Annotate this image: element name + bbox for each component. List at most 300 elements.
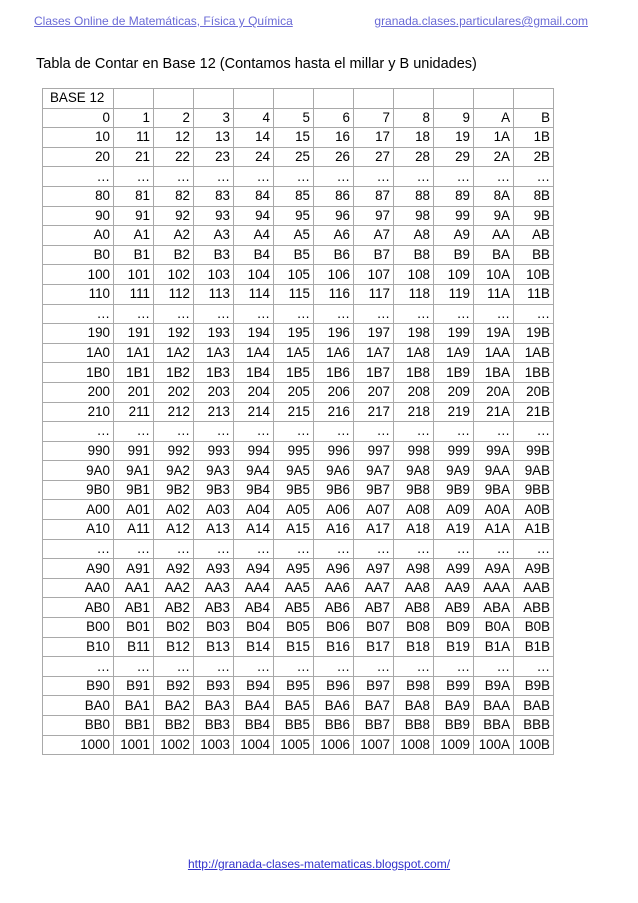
- table-cell: 1BB: [514, 363, 554, 383]
- table-cell: 104: [234, 265, 274, 285]
- table-cell: A97: [354, 559, 394, 579]
- table-cell: 0: [43, 108, 114, 128]
- table-cell: 210: [43, 402, 114, 422]
- table-cell: 92: [154, 206, 194, 226]
- table-cell: BA: [474, 245, 514, 265]
- table-cell: A92: [154, 559, 194, 579]
- table-cell: A: [474, 108, 514, 128]
- table-cell: A04: [234, 500, 274, 520]
- table-cell: 112: [154, 284, 194, 304]
- table-cell: A16: [314, 520, 354, 540]
- table-cell: …: [474, 657, 514, 677]
- table-row: [43, 226, 554, 246]
- table-cell: …: [354, 539, 394, 559]
- table-cell: …: [434, 657, 474, 677]
- table-cell: 9B2: [154, 480, 194, 500]
- table-cell: B9A: [474, 676, 514, 696]
- table-cell: 21: [114, 147, 154, 167]
- table-cell: 207: [354, 382, 394, 402]
- table-cell: 1B9: [434, 363, 474, 383]
- table-cell: …: [474, 539, 514, 559]
- table-cell: …: [314, 657, 354, 677]
- table-row: [43, 206, 554, 226]
- table-cell: …: [394, 304, 434, 324]
- table-cell: AB0: [43, 598, 114, 618]
- table-cell: 206: [314, 382, 354, 402]
- table-cell: [234, 89, 274, 109]
- table-cell: AAB: [514, 578, 554, 598]
- table-cell: A0A: [474, 500, 514, 520]
- table-cell: …: [194, 657, 234, 677]
- table-cell: 6: [314, 108, 354, 128]
- table-cell: 1002: [154, 735, 194, 755]
- table-cell: BA7: [354, 696, 394, 716]
- table-cell: B04: [234, 618, 274, 638]
- table-cell: …: [154, 422, 194, 442]
- table-cell: 11A: [474, 284, 514, 304]
- table-row: [43, 186, 554, 206]
- table-cell: A95: [274, 559, 314, 579]
- table-cell: B98: [394, 676, 434, 696]
- table-cell: [274, 89, 314, 109]
- table-cell: A6: [314, 226, 354, 246]
- table-cell: 197: [354, 324, 394, 344]
- table-cell: …: [194, 167, 234, 187]
- table-cell: A2: [154, 226, 194, 246]
- table-cell: 97: [354, 206, 394, 226]
- table-cell: A0: [43, 226, 114, 246]
- table-cell: …: [394, 167, 434, 187]
- table-cell: A01: [114, 500, 154, 520]
- table-cell: AB7: [354, 598, 394, 618]
- table-cell: 990: [43, 441, 114, 461]
- table-cell: 1A0: [43, 343, 114, 363]
- table-cell: …: [154, 167, 194, 187]
- table-cell: 1B6: [314, 363, 354, 383]
- table-row: [43, 402, 554, 422]
- table-cell: B2: [154, 245, 194, 265]
- table-cell: 26: [314, 147, 354, 167]
- table-cell: 992: [154, 441, 194, 461]
- table-cell: 10A: [474, 265, 514, 285]
- table-row: [43, 382, 554, 402]
- table-cell: 99B: [514, 441, 554, 461]
- table-cell: 201: [114, 382, 154, 402]
- table-cell: …: [394, 539, 434, 559]
- table-cell: [394, 89, 434, 109]
- table-cell: …: [114, 657, 154, 677]
- table-cell: 91: [114, 206, 154, 226]
- table-cell: 1B0: [43, 363, 114, 383]
- table-cell: A12: [154, 520, 194, 540]
- table-cell: 119: [434, 284, 474, 304]
- table-cell: 99: [434, 206, 474, 226]
- table-cell: 100B: [514, 735, 554, 755]
- table-cell: 2A: [474, 147, 514, 167]
- table-cell: 13: [194, 128, 234, 148]
- table-cell: 1006: [314, 735, 354, 755]
- table-cell: BB9: [434, 716, 474, 736]
- table-cell: B01: [114, 618, 154, 638]
- table-cell: 85: [274, 186, 314, 206]
- table-cell: …: [114, 422, 154, 442]
- table-cell: A1B: [514, 520, 554, 540]
- table-cell: 1AB: [514, 343, 554, 363]
- table-cell: …: [474, 167, 514, 187]
- table-cell: 9A: [474, 206, 514, 226]
- table-cell: BB2: [154, 716, 194, 736]
- table-cell: 196: [314, 324, 354, 344]
- table-cell: B7: [354, 245, 394, 265]
- table-cell: AB: [514, 226, 554, 246]
- table-cell: …: [514, 539, 554, 559]
- table-cell: AAA: [474, 578, 514, 598]
- base12-counting-table: [42, 88, 554, 755]
- table-cell: 87: [354, 186, 394, 206]
- table-cell: B10: [43, 637, 114, 657]
- table-cell: 215: [274, 402, 314, 422]
- table-cell: B5: [274, 245, 314, 265]
- table-row: [43, 520, 554, 540]
- table-cell: …: [194, 304, 234, 324]
- table-cell: …: [514, 304, 554, 324]
- footer-blog-link[interactable]: http://granada-clases-matematicas.blogspot.com/: [187, 857, 451, 871]
- table-cell: 101: [114, 265, 154, 285]
- table-cell: 16: [314, 128, 354, 148]
- table-row: [43, 422, 554, 442]
- table-cell: BAA: [474, 696, 514, 716]
- table-cell: 86: [314, 186, 354, 206]
- table-cell: A14: [234, 520, 274, 540]
- table-cell: B12: [154, 637, 194, 657]
- table-cell: …: [154, 539, 194, 559]
- table-cell: B93: [194, 676, 234, 696]
- table-cell: B05: [274, 618, 314, 638]
- table-cell: 993: [194, 441, 234, 461]
- table-cell: 192: [154, 324, 194, 344]
- page-title: Tabla de Contar en Base 12 (Contamos hasta el millar y B unidades): [36, 56, 477, 72]
- table-cell: A1: [114, 226, 154, 246]
- table-cell: B19: [434, 637, 474, 657]
- table-cell: B07: [354, 618, 394, 638]
- table-cell: BB1: [114, 716, 154, 736]
- table-cell: BB5: [274, 716, 314, 736]
- table-cell: …: [434, 304, 474, 324]
- table-cell: 27: [354, 147, 394, 167]
- table-cell: 117: [354, 284, 394, 304]
- table-cell: B11: [114, 637, 154, 657]
- table-cell: A94: [234, 559, 274, 579]
- table-cell: B1A: [474, 637, 514, 657]
- table-cell: 190: [43, 324, 114, 344]
- table-row: [43, 539, 554, 559]
- table-row: [43, 147, 554, 167]
- table-cell: BBA: [474, 716, 514, 736]
- table-cell: 98: [394, 206, 434, 226]
- table-cell: 24: [234, 147, 274, 167]
- table-cell: AA8: [394, 578, 434, 598]
- table-cell: 9B3: [194, 480, 234, 500]
- table-cell: 199: [434, 324, 474, 344]
- table-cell: 1BA: [474, 363, 514, 383]
- table-cell: A19: [434, 520, 474, 540]
- table-cell: BA4: [234, 696, 274, 716]
- table-cell: B6: [314, 245, 354, 265]
- table-cell: 8A: [474, 186, 514, 206]
- table-corner-label: BASE 12: [43, 89, 114, 109]
- table-cell: B13: [194, 637, 234, 657]
- table-cell: 28: [394, 147, 434, 167]
- table-cell: BB4: [234, 716, 274, 736]
- table-cell: AB9: [434, 598, 474, 618]
- table-cell: 1A: [474, 128, 514, 148]
- table-row: [43, 598, 554, 618]
- table-cell: …: [514, 167, 554, 187]
- table-cell: 9B9: [434, 480, 474, 500]
- table-cell: …: [274, 167, 314, 187]
- table-cell: 114: [234, 284, 274, 304]
- table-cell: A93: [194, 559, 234, 579]
- table-cell: …: [314, 304, 354, 324]
- table-cell: …: [234, 422, 274, 442]
- table-cell: AA9: [434, 578, 474, 598]
- table-cell: 5: [274, 108, 314, 128]
- table-cell: 82: [154, 186, 194, 206]
- table-cell: 9B4: [234, 480, 274, 500]
- table-cell: 1B3: [194, 363, 234, 383]
- table-cell: 1B8: [394, 363, 434, 383]
- table-cell: 18: [394, 128, 434, 148]
- table-cell: …: [154, 657, 194, 677]
- table-cell: 1003: [194, 735, 234, 755]
- header-email-link[interactable]: granada.clases.particulares@gmail.com: [374, 14, 588, 28]
- table-cell: 81: [114, 186, 154, 206]
- table-cell: 96: [314, 206, 354, 226]
- table-cell: AA7: [354, 578, 394, 598]
- table-cell: …: [314, 167, 354, 187]
- table-cell: 20: [43, 147, 114, 167]
- table-cell: 100A: [474, 735, 514, 755]
- table-cell: 3: [194, 108, 234, 128]
- table-row: [43, 284, 554, 304]
- table-cell: 1005: [274, 735, 314, 755]
- table-cell: [154, 89, 194, 109]
- table-cell: …: [274, 657, 314, 677]
- table-cell: B17: [354, 637, 394, 657]
- table-cell: A4: [234, 226, 274, 246]
- table-cell: BAB: [514, 696, 554, 716]
- table-cell: 12: [154, 128, 194, 148]
- table-cell: …: [194, 422, 234, 442]
- table-cell: 997: [354, 441, 394, 461]
- table-cell: 19B: [514, 324, 554, 344]
- table-row: [43, 343, 554, 363]
- table-cell: AA6: [314, 578, 354, 598]
- table-cell: 1001: [114, 735, 154, 755]
- table-cell: B3: [194, 245, 234, 265]
- table-cell: 1004: [234, 735, 274, 755]
- table-cell: 99A: [474, 441, 514, 461]
- table-cell: 193: [194, 324, 234, 344]
- table-row: [43, 716, 554, 736]
- table-cell: B09: [434, 618, 474, 638]
- table-cell: BA8: [394, 696, 434, 716]
- table-cell: AB3: [194, 598, 234, 618]
- table-cell: 10: [43, 128, 114, 148]
- table-cell: 9A2: [154, 461, 194, 481]
- table-cell: A0B: [514, 500, 554, 520]
- table-cell: 198: [394, 324, 434, 344]
- table-cell: 1A9: [434, 343, 474, 363]
- table-cell: 209: [434, 382, 474, 402]
- table-cell: 1008: [394, 735, 434, 755]
- table-cell: A03: [194, 500, 234, 520]
- table-cell: 9A4: [234, 461, 274, 481]
- table-cell: A91: [114, 559, 154, 579]
- table-cell: 9A9: [434, 461, 474, 481]
- table-cell: 100: [43, 265, 114, 285]
- table-cell: 113: [194, 284, 234, 304]
- table-cell: A9: [434, 226, 474, 246]
- table-cell: 217: [354, 402, 394, 422]
- table-cell: B1: [114, 245, 154, 265]
- table-cell: …: [394, 657, 434, 677]
- table-cell: …: [234, 167, 274, 187]
- table-cell: 212: [154, 402, 194, 422]
- table-cell: 1000: [43, 735, 114, 755]
- table-cell: …: [114, 167, 154, 187]
- table-cell: 118: [394, 284, 434, 304]
- table-cell: 194: [234, 324, 274, 344]
- table-cell: 116: [314, 284, 354, 304]
- table-cell: 9A5: [274, 461, 314, 481]
- table-cell: A99: [434, 559, 474, 579]
- table-row: [43, 167, 554, 187]
- table-cell: B: [514, 108, 554, 128]
- table-cell: 9A6: [314, 461, 354, 481]
- table-row: [43, 696, 554, 716]
- table-cell: B0A: [474, 618, 514, 638]
- table-cell: 107: [354, 265, 394, 285]
- table-cell: A96: [314, 559, 354, 579]
- table-cell: …: [314, 539, 354, 559]
- table-row: [43, 245, 554, 265]
- table-cell: 208: [394, 382, 434, 402]
- table-cell: …: [314, 422, 354, 442]
- table-cell: B18: [394, 637, 434, 657]
- table-row: [43, 676, 554, 696]
- table-cell: 94: [234, 206, 274, 226]
- table-cell: 106: [314, 265, 354, 285]
- table-cell: 9B: [514, 206, 554, 226]
- table-cell: …: [43, 167, 114, 187]
- table-cell: 9A8: [394, 461, 434, 481]
- table-cell: …: [194, 539, 234, 559]
- table-cell: …: [154, 304, 194, 324]
- table-cell: …: [434, 539, 474, 559]
- table-cell: …: [43, 304, 114, 324]
- table-cell: 216: [314, 402, 354, 422]
- table-cell: 1009: [434, 735, 474, 755]
- table-cell: …: [514, 657, 554, 677]
- table-cell: 1A3: [194, 343, 234, 363]
- table-cell: 111: [114, 284, 154, 304]
- table-row: [43, 108, 554, 128]
- table-cell: ABB: [514, 598, 554, 618]
- table-cell: …: [43, 422, 114, 442]
- table-cell: …: [354, 657, 394, 677]
- table-cell: …: [234, 657, 274, 677]
- table-cell: 19: [434, 128, 474, 148]
- table-cell: 23: [194, 147, 234, 167]
- table-cell: 80: [43, 186, 114, 206]
- table-cell: 9B8: [394, 480, 434, 500]
- table-cell: 9A0: [43, 461, 114, 481]
- table-cell: A13: [194, 520, 234, 540]
- table-cell: B90: [43, 676, 114, 696]
- table-cell: 88: [394, 186, 434, 206]
- table-cell: 9B1: [114, 480, 154, 500]
- table-cell: 994: [234, 441, 274, 461]
- table-cell: B1B: [514, 637, 554, 657]
- table-cell: 9A3: [194, 461, 234, 481]
- table-cell: 10B: [514, 265, 554, 285]
- table-cell: 8B: [514, 186, 554, 206]
- table-cell: 1A8: [394, 343, 434, 363]
- table-cell: 22: [154, 147, 194, 167]
- table-cell: BA6: [314, 696, 354, 716]
- table-row: [43, 304, 554, 324]
- table-cell: 996: [314, 441, 354, 461]
- table-cell: 9B6: [314, 480, 354, 500]
- table-cell: …: [43, 539, 114, 559]
- table-cell: 219: [434, 402, 474, 422]
- table-cell: …: [274, 422, 314, 442]
- table-row: [43, 324, 554, 344]
- table-cell: AA2: [154, 578, 194, 598]
- table-cell: B15: [274, 637, 314, 657]
- table-cell: A8: [394, 226, 434, 246]
- table-cell: 109: [434, 265, 474, 285]
- table-cell: BA0: [43, 696, 114, 716]
- table-cell: 11B: [514, 284, 554, 304]
- table-cell: 8: [394, 108, 434, 128]
- table-cell: 1B4: [234, 363, 274, 383]
- table-cell: 93: [194, 206, 234, 226]
- table-cell: 29: [434, 147, 474, 167]
- table-cell: 83: [194, 186, 234, 206]
- table-header-row: [43, 89, 554, 109]
- table-cell: 995: [274, 441, 314, 461]
- table-cell: 2B: [514, 147, 554, 167]
- table-cell: …: [474, 304, 514, 324]
- table-cell: 102: [154, 265, 194, 285]
- table-cell: 218: [394, 402, 434, 422]
- table-cell: 202: [154, 382, 194, 402]
- table-cell: …: [234, 539, 274, 559]
- table-cell: 103: [194, 265, 234, 285]
- header-left-link[interactable]: Clases Online de Matemáticas, Física y Química: [34, 14, 293, 28]
- table-cell: 1A5: [274, 343, 314, 363]
- table-cell: …: [354, 167, 394, 187]
- table-row: [43, 500, 554, 520]
- table-cell: B0: [43, 245, 114, 265]
- table-row: [43, 128, 554, 148]
- table-cell: AB5: [274, 598, 314, 618]
- table-cell: A17: [354, 520, 394, 540]
- table-cell: A1A: [474, 520, 514, 540]
- table-cell: 7: [354, 108, 394, 128]
